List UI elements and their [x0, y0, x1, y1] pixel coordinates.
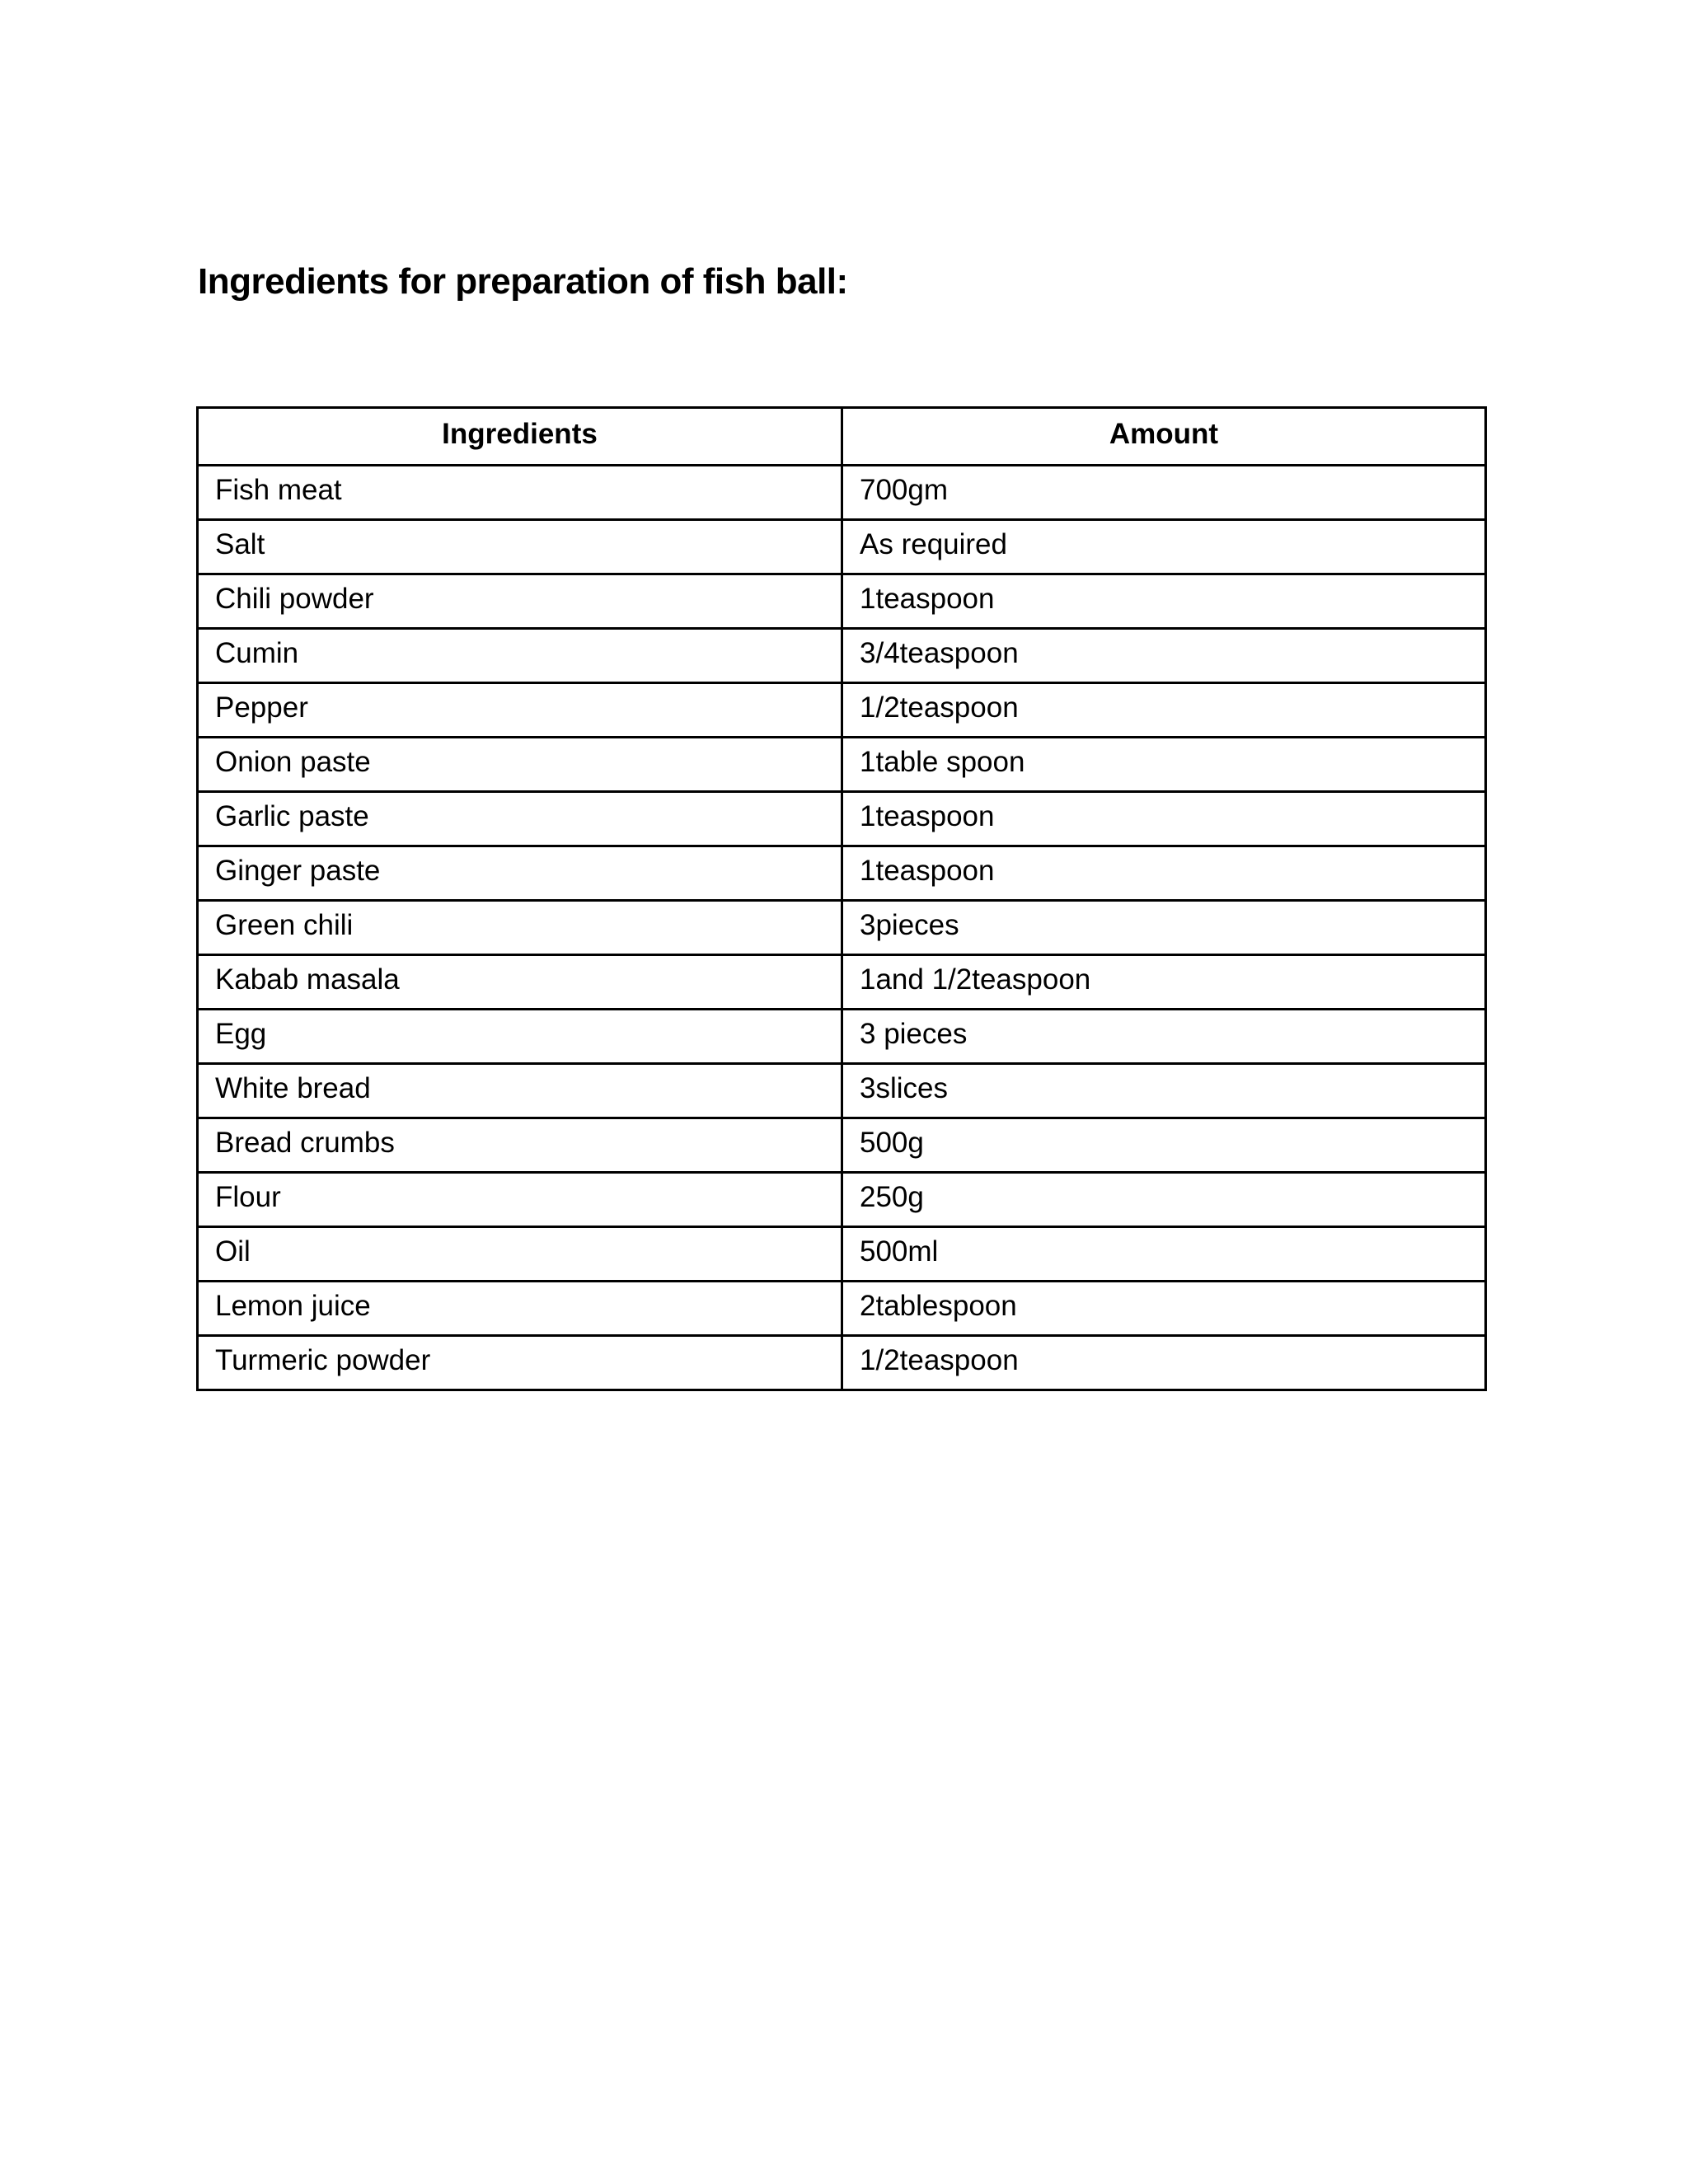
amount-cell: 700gm: [842, 466, 1486, 520]
table-row: [198, 1118, 1486, 1173]
ingredients-table: [196, 406, 1487, 1391]
ingredient-cell: Flour: [198, 1173, 842, 1227]
table-row: [198, 466, 1486, 520]
amount-cell: 1/2teaspoon: [842, 683, 1486, 738]
table-row: [198, 1064, 1486, 1118]
ingredient-cell: Salt: [198, 520, 842, 574]
ingredient-cell: Turmeric powder: [198, 1336, 842, 1390]
amount-cell: 250g: [842, 1173, 1486, 1227]
page-title: Ingredients for preparation of fish ball:: [198, 261, 848, 302]
amount-cell: 1teaspoon: [842, 792, 1486, 846]
table-row: [198, 738, 1486, 792]
header-amount: Amount: [842, 408, 1486, 466]
ingredient-cell: Garlic paste: [198, 792, 842, 846]
table-row: [198, 629, 1486, 683]
table-row: [198, 1227, 1486, 1282]
table-row: [198, 846, 1486, 901]
amount-cell: 1table spoon: [842, 738, 1486, 792]
table-row: [198, 683, 1486, 738]
amount-cell: 1teaspoon: [842, 574, 1486, 629]
table-row: [198, 1336, 1486, 1390]
table-row: [198, 955, 1486, 1010]
ingredient-cell: Fish meat: [198, 466, 842, 520]
amount-cell: 3pieces: [842, 901, 1486, 955]
ingredient-cell: Bread crumbs: [198, 1118, 842, 1173]
table-row: [198, 1010, 1486, 1064]
ingredient-cell: Pepper: [198, 683, 842, 738]
ingredient-cell: White bread: [198, 1064, 842, 1118]
amount-cell: 3/4teaspoon: [842, 629, 1486, 683]
amount-cell: 500g: [842, 1118, 1486, 1173]
table-row: [198, 520, 1486, 574]
ingredient-cell: Egg: [198, 1010, 842, 1064]
amount-cell: As required: [842, 520, 1486, 574]
table-body: [198, 466, 1486, 1390]
ingredient-cell: Onion paste: [198, 738, 842, 792]
amount-cell: 1/2teaspoon: [842, 1336, 1486, 1390]
ingredient-cell: Ginger paste: [198, 846, 842, 901]
amount-cell: 1and 1/2teaspoon: [842, 955, 1486, 1010]
amount-cell: 1teaspoon: [842, 846, 1486, 901]
table-header-row: [198, 408, 1486, 466]
amount-cell: 3slices: [842, 1064, 1486, 1118]
table-row: [198, 574, 1486, 629]
ingredient-cell: Kabab masala: [198, 955, 842, 1010]
amount-cell: 3 pieces: [842, 1010, 1486, 1064]
table-row: [198, 1282, 1486, 1336]
table-row: [198, 901, 1486, 955]
ingredient-cell: Cumin: [198, 629, 842, 683]
amount-cell: 2tablespoon: [842, 1282, 1486, 1336]
ingredient-cell: Oil: [198, 1227, 842, 1282]
ingredient-cell: Chili powder: [198, 574, 842, 629]
header-ingredients: Ingredients: [198, 408, 842, 466]
table-row: [198, 1173, 1486, 1227]
ingredient-cell: Lemon juice: [198, 1282, 842, 1336]
table-row: [198, 792, 1486, 846]
ingredient-cell: Green chili: [198, 901, 842, 955]
amount-cell: 500ml: [842, 1227, 1486, 1282]
